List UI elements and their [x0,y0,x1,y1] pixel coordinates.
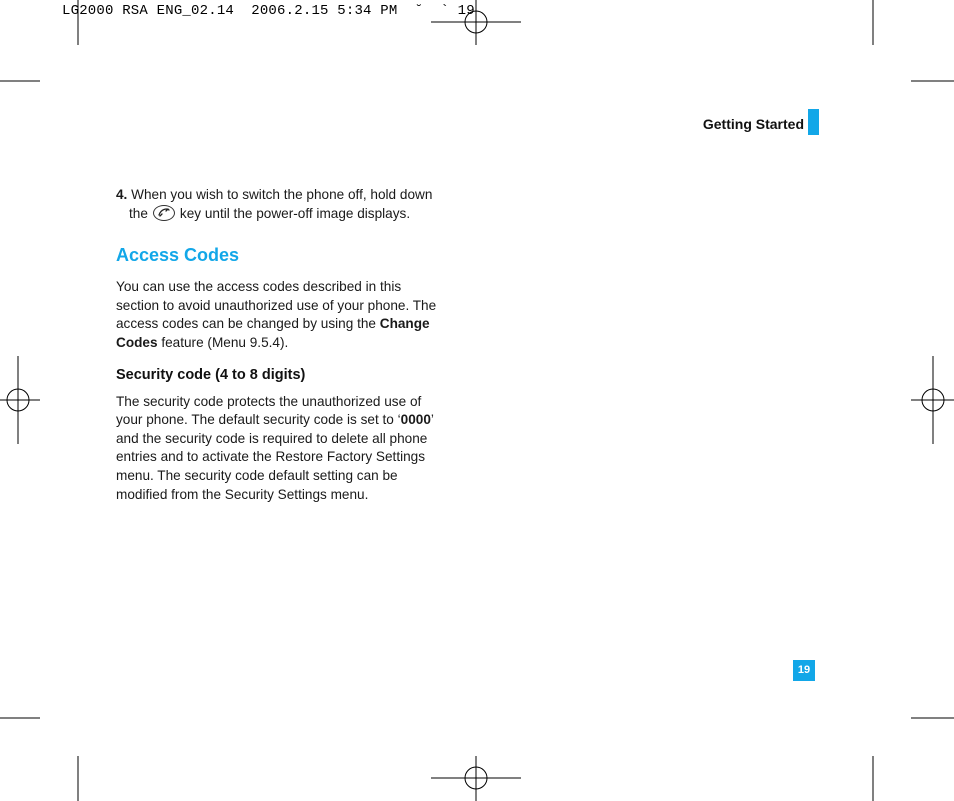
step-number: 4. [116,187,128,202]
running-header-title: Getting Started [702,116,804,132]
registration-mark-bottom [431,756,521,801]
registration-mark-right [911,356,954,444]
print-slug: LG2000 RSA ENG_02.14 2006.2.15 5:34 PM ˘ ` 19 [62,3,475,19]
security-code-heading: Security code (4 to 8 digits) [116,366,306,383]
intro-text-2: feature (Menu 9.5.4). [157,334,289,350]
header-tab-marker [808,109,819,135]
security-code-text [116,393,438,505]
default-code-value: 0000 [400,412,431,428]
registration-mark-top [431,0,521,45]
security-text-2: ’ and the security code is required to delete all phone entries and to activate the Restore Factory Settings menu. The security code default setting can be modified from the Security Settings menu. [116,412,434,502]
change-codes-term: Change Codes [116,316,430,350]
end-key-icon [153,205,175,221]
registration-mark-left [0,356,40,444]
page-number: 19 [793,660,815,681]
intro-text-1: You can use the access codes described in this section to avoid unauthorized use of your phone. The access codes can be changed by using the [116,279,437,332]
step-4 [116,186,438,223]
access-codes-intro [116,278,438,352]
security-text-1: The security code protects the unauthorized use of your phone. The default security code is set to ‘ [116,393,422,428]
step-text-before-key: When you wish to switch the phone off, hold down the [129,187,433,221]
step-text-after-key: key until the power-off image displays. [179,205,411,221]
main-content [116,186,438,504]
access-codes-heading: Access Codes [116,245,240,266]
